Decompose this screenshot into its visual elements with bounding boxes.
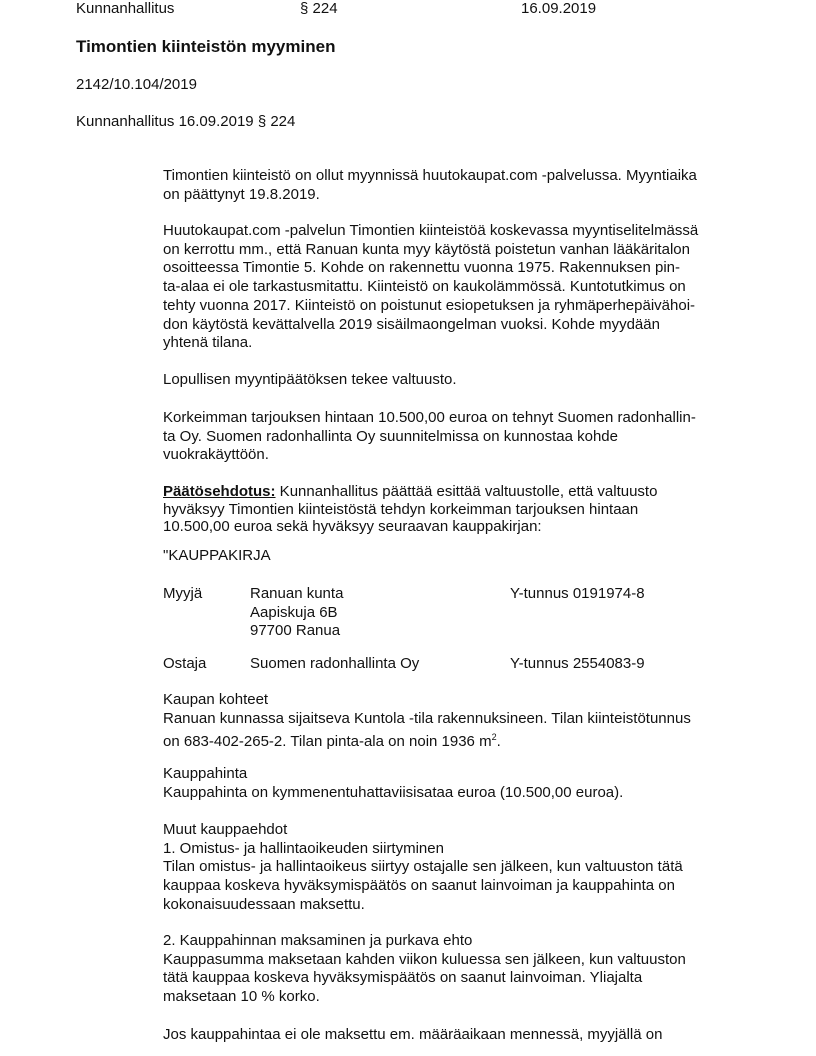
text-line: maksetaan 10 % korko. — [163, 988, 320, 1006]
text-line: 10.500,00 euroa sekä hyväksyy seuraavan kauppakirjan: — [163, 518, 542, 536]
buyer-name: Suomen radonhallinta Oy — [250, 655, 420, 672]
decision-proposal — [163, 483, 657, 536]
text-line: Aapiskuja 6B — [250, 603, 338, 621]
paragraph-4 — [163, 409, 696, 465]
paragraph-3 — [163, 371, 457, 390]
buyer-id: Y-tunnus 2554083-9 — [510, 655, 645, 672]
text-line: tehty vuonna 2017. Kiinteistö on poistunut esiopetuksen ja ryhmäperhepäivähoi- — [163, 296, 696, 314]
text-line: Jos kauppahintaa ei ole maksettu em. määräaikaan mennessä, myyjällä on — [163, 1026, 663, 1043]
contract-terms — [163, 821, 683, 915]
text-line: Timontien kiinteistö on ollut myynnissä huutokaupat.com -palvelussa. Myyntiaika — [163, 167, 697, 184]
text-line: ta-alaa ei ole tarkastusmitattu. Kiinteistö on kaukolämmössä. Kuntotutkimus on — [163, 278, 686, 296]
paragraph-2 — [163, 222, 698, 353]
header-date: 16.09.2019 — [521, 0, 597, 17]
text-line: kauppaa koskeva hyväksymispäätös on saanut lainvoiman ja kauppahinta on — [163, 877, 675, 895]
text-line: Korkeimman tarjouksen hintaan 10.500,00 euroa on tehnyt Suomen radonhallin- — [163, 409, 696, 426]
contract-object — [163, 691, 691, 752]
text-line: ta Oy. Suomen radonhallinta Oy suunnitelmissa on kunnostaa kohde — [163, 427, 618, 445]
text-line: osoitteessa Timontie 5. Kohde on rakennettu vuonna 1975. Rakennuksen pin- — [163, 259, 681, 277]
header-section: § 224 — [300, 0, 338, 17]
text-line: tätä kauppaa koskeva hyväksymispäätös on saanut lainvoiman. Yliajalta — [163, 969, 643, 987]
seller-id: Y-tunnus 0191974-8 — [510, 585, 645, 602]
text-line: yhtenä tilana. — [163, 334, 253, 352]
text-line: . — [496, 733, 501, 751]
section-heading: Kaupan kohteet — [163, 691, 269, 708]
text-line: Kauppasumma maksetaan kahden viikon kuluessa sen jälkeen, kun valtuuston — [163, 950, 686, 968]
text-line: Huutokaupat.com -palvelun Timontien kiinteistöä koskevassa myyntiselitelmässä — [163, 222, 699, 239]
text-line: Lopullisen myyntipäätöksen tekee valtuusto. — [163, 371, 457, 388]
section-heading: Muut kauppaehdot — [163, 821, 288, 838]
text-line: don käytöstä kevättalvella 2019 sisäilmaongelman vuoksi. Kohde myydään — [163, 315, 660, 333]
text-line: Kauppahinta on kymmenentuhattaviisisataa euroa (10.500,00 euroa). — [163, 783, 624, 801]
text-line: 97700 Ranua — [250, 622, 341, 640]
text-line: on päättynyt 19.8.2019. — [163, 185, 320, 203]
contract-last-paragraph — [163, 1026, 662, 1045]
header-body: Kunnanhallitus — [76, 0, 175, 17]
seller-label: Myyjä — [163, 585, 203, 602]
text-line: Ranuan kunta — [250, 585, 344, 602]
section-heading: Kauppahinta — [163, 765, 248, 782]
seller-details — [250, 585, 343, 641]
page-title: Timontien kiinteistön myyminen — [76, 37, 336, 56]
text-line: on 683-402-265-2. Tilan pinta-ala on noin 1936 m — [163, 733, 492, 751]
text-line: on kerrottu mm., että Ranuan kunta myy käytöstä poistetun vanhan lääkäritalon — [163, 240, 690, 258]
text-line: vuokrakäyttöön. — [163, 446, 269, 464]
diary-number: 2142/10.104/2019 — [76, 76, 197, 93]
meeting-reference: Kunnanhallitus 16.09.2019 § 224 — [76, 113, 296, 130]
text-line: kokonaisuudessaan maksettu. — [163, 895, 365, 913]
text-line: 2. Kauppahinnan maksaminen ja purkava ehto — [163, 932, 473, 949]
proposal-lead: Päätösehdotus: — [163, 483, 276, 500]
contract-heading: "KAUPPAKIRJA — [163, 547, 271, 564]
text-line: Kunnanhallitus päättää esittää valtuustolle, että valtuusto — [275, 483, 658, 500]
paragraph-1 — [163, 167, 697, 204]
contract-price — [163, 765, 623, 802]
text-line: hyväksyy Timontien kiinteistöstä tehdyn korkeimman tarjouksen hintaan — [163, 500, 639, 518]
superscript: 2 — [491, 732, 497, 743]
text-line: Tilan omistus- ja hallintaoikeus siirtyy ostajalle sen jälkeen, kun valtuuston tätä — [163, 858, 683, 876]
buyer-label: Ostaja — [163, 655, 207, 672]
text-line: 1. Omistus- ja hallintaoikeuden siirtyminen — [163, 839, 444, 857]
contract-payment — [163, 932, 686, 1007]
text-line: Ranuan kunnassa sijaitseva Kuntola -tila rakennuksineen. Tilan kiinteistötunnus — [163, 709, 691, 727]
